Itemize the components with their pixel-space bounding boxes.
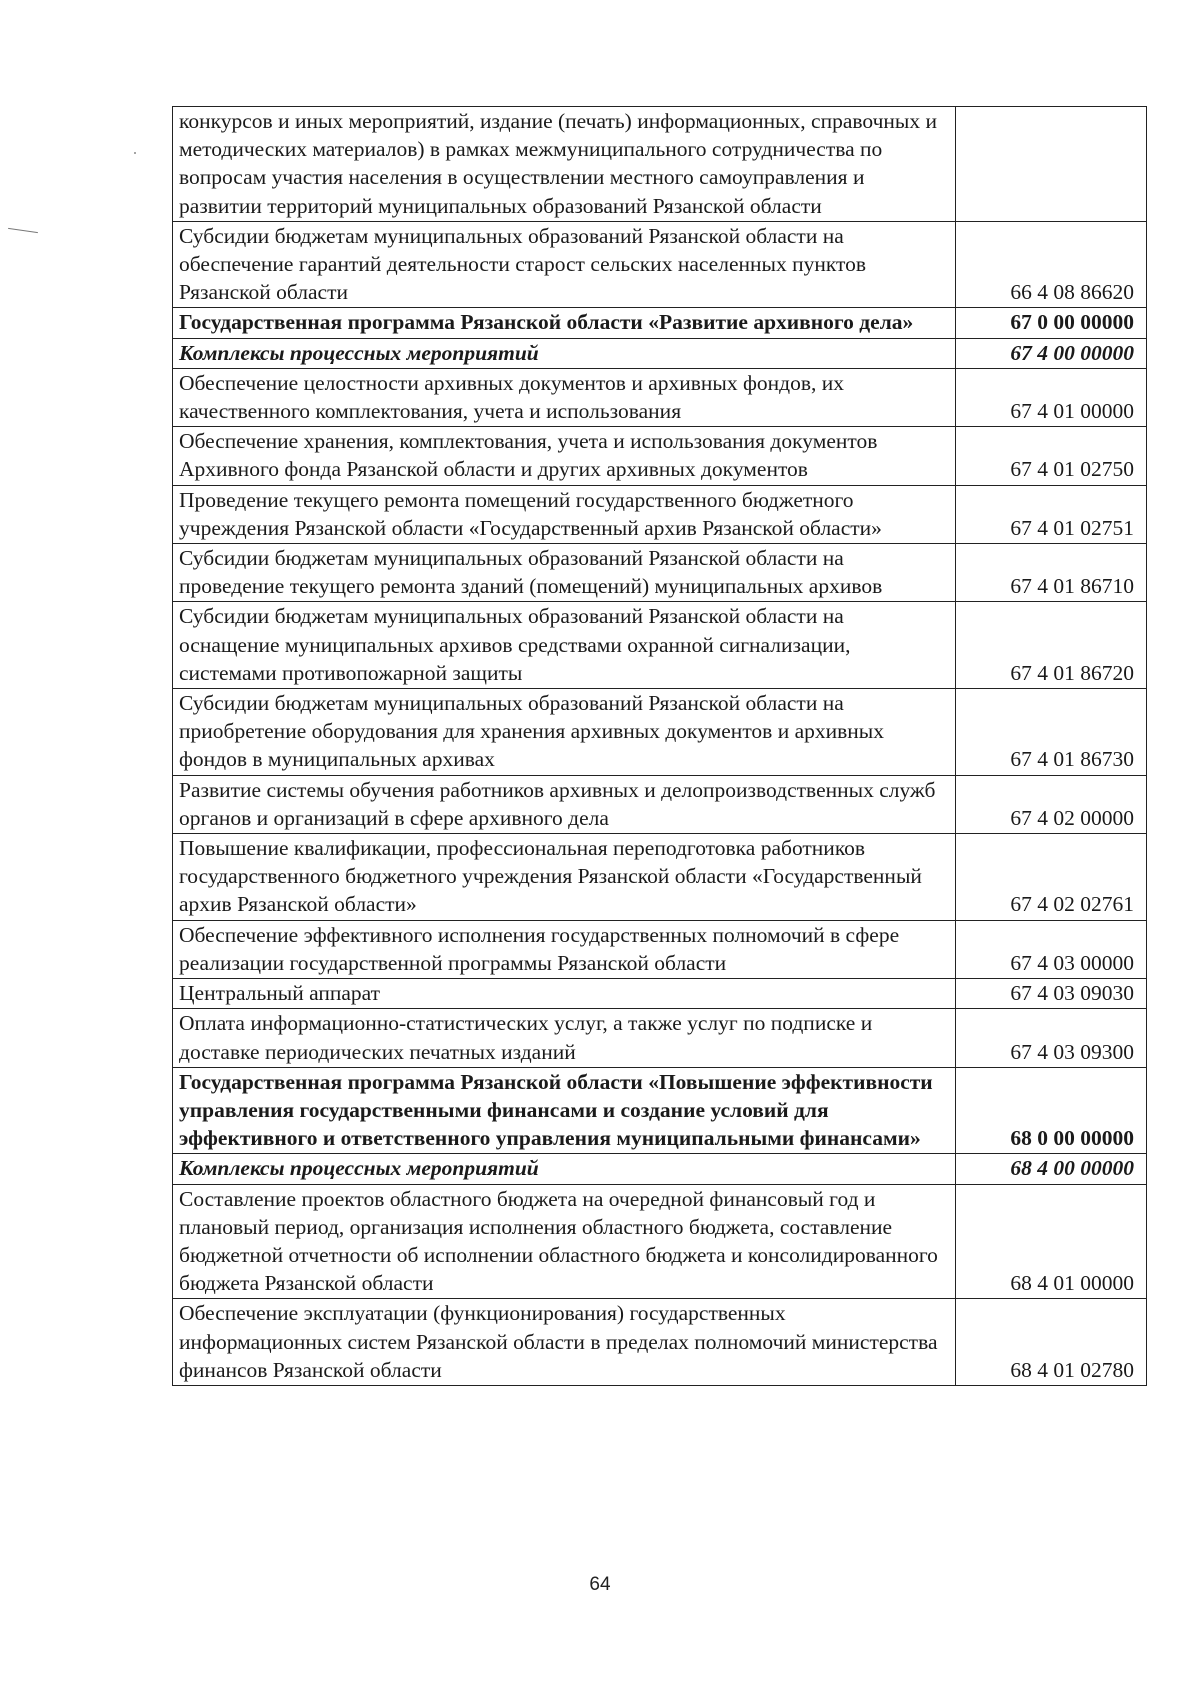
- table-row: [173, 775, 1147, 833]
- page-number: 64: [589, 1574, 611, 1595]
- budget-classification-table: [172, 106, 1147, 1386]
- row-name-cell: Комплексы процессных мероприятий: [173, 1154, 956, 1184]
- row-code-cell: 67 4 01 86730: [956, 689, 1147, 776]
- row-name-cell: Субсидии бюджетам муниципальных образований Рязанской области на обеспечение гарантий деятельности старост сельских населенных пунктов Рязанской области: [173, 221, 956, 308]
- row-name-cell: Развитие системы обучения работников архивных и делопроизводственных служб органов и организаций в сфере архивного дела: [173, 775, 956, 833]
- row-name-cell: Проведение текущего ремонта помещений государственного бюджетного учреждения Рязанской области «Государственный архив Рязанской области»: [173, 485, 956, 543]
- row-code-cell: 67 4 02 00000: [956, 775, 1147, 833]
- row-code-cell: 67 4 01 86710: [956, 544, 1147, 602]
- row-code-cell: 67 4 01 02751: [956, 485, 1147, 543]
- row-name-cell: Государственная программа Рязанской области «Повышение эффективности управления государственными финансами и создание условий для эффективного и ответственного управления муниципальными финансами»: [173, 1067, 956, 1154]
- row-name-cell: Обеспечение целостности архивных документов и архивных фондов, их качественного комплектования, учета и использования: [173, 368, 956, 426]
- row-code-cell: 67 4 03 09030: [956, 979, 1147, 1009]
- row-name-cell: Обеспечение эффективного исполнения государственных полномочий в сфере реализации государственной программы Рязанской области: [173, 920, 956, 978]
- row-code-cell: 68 4 01 00000: [956, 1184, 1147, 1299]
- table-row: [173, 1299, 1147, 1386]
- row-code-cell: 67 4 01 86720: [956, 602, 1147, 689]
- table-row: [173, 1009, 1147, 1067]
- row-name-cell: Государственная программа Рязанской области «Развитие архивного дела»: [173, 308, 956, 338]
- row-name-cell: Центральный аппарат: [173, 979, 956, 1009]
- row-code-cell: 66 4 08 86620: [956, 221, 1147, 308]
- table-row: [173, 979, 1147, 1009]
- table-body: [173, 107, 1147, 1386]
- table-row: [173, 1154, 1147, 1184]
- row-name-cell: Обеспечение эксплуатации (функционирования) государственных информационных систем Рязанской области в пределах полномочий министерства финансов Рязанской области: [173, 1299, 956, 1386]
- row-name-cell: Оплата информационно-статистических услуг, а также услуг по подписке и доставке периодических печатных изданий: [173, 1009, 956, 1067]
- table-row: [173, 485, 1147, 543]
- row-name-cell: Субсидии бюджетам муниципальных образований Рязанской области на приобретение оборудования для хранения архивных документов и архивных фондов в муниципальных архивах: [173, 689, 956, 776]
- row-code-cell: [956, 107, 1147, 222]
- row-code-cell: 67 4 02 02761: [956, 834, 1147, 921]
- table-row: [173, 544, 1147, 602]
- row-code-cell: 68 0 00 00000: [956, 1067, 1147, 1154]
- table-row: [173, 368, 1147, 426]
- row-name-cell: конкурсов и иных мероприятий, издание (печать) информационных, справочных и методических материалов) в рамках межмуниципального сотрудничества по вопросам участия населения в осуществлении местного самоуправления и развитии территорий муниципальных образований Рязанской области: [173, 107, 956, 222]
- row-name-cell: Повышение квалификации, профессиональная переподготовка работников государственного бюджетного учреждения Рязанской области «Государственный архив Рязанской области»: [173, 834, 956, 921]
- scan-artifact-line: [8, 228, 38, 233]
- row-code-cell: 67 4 00 00000: [956, 338, 1147, 368]
- scan-artifact-dot: [134, 152, 136, 154]
- table-row: [173, 1184, 1147, 1299]
- row-code-cell: 67 4 03 00000: [956, 920, 1147, 978]
- table-row: [173, 221, 1147, 308]
- table-row: [173, 427, 1147, 485]
- row-code-cell: 67 0 00 00000: [956, 308, 1147, 338]
- row-code-cell: 67 4 01 00000: [956, 368, 1147, 426]
- table-row: [173, 920, 1147, 978]
- row-code-cell: 67 4 03 09300: [956, 1009, 1147, 1067]
- table-row: [173, 338, 1147, 368]
- table-row: [173, 308, 1147, 338]
- row-name-cell: Субсидии бюджетам муниципальных образований Рязанской области на оснащение муниципальных архивов средствами охранной сигнализации, системами противопожарной защиты: [173, 602, 956, 689]
- table-row: [173, 834, 1147, 921]
- row-name-cell: Субсидии бюджетам муниципальных образований Рязанской области на проведение текущего ремонта зданий (помещений) муниципальных архивов: [173, 544, 956, 602]
- table-row: [173, 689, 1147, 776]
- table-row: [173, 107, 1147, 222]
- row-code-cell: 68 4 00 00000: [956, 1154, 1147, 1184]
- row-name-cell: Составление проектов областного бюджета на очередной финансовый год и плановый период, организация исполнения областного бюджета, составление бюджетной отчетности об исполнении областного бюджета и консолидированного бюджета Рязанской области: [173, 1184, 956, 1299]
- row-name-cell: Обеспечение хранения, комплектования, учета и использования документов Архивного фонда Рязанской области и других архивных документов: [173, 427, 956, 485]
- row-code-cell: 67 4 01 02750: [956, 427, 1147, 485]
- row-code-cell: 68 4 01 02780: [956, 1299, 1147, 1386]
- row-name-cell: Комплексы процессных мероприятий: [173, 338, 956, 368]
- table-row: [173, 602, 1147, 689]
- table-row: [173, 1067, 1147, 1154]
